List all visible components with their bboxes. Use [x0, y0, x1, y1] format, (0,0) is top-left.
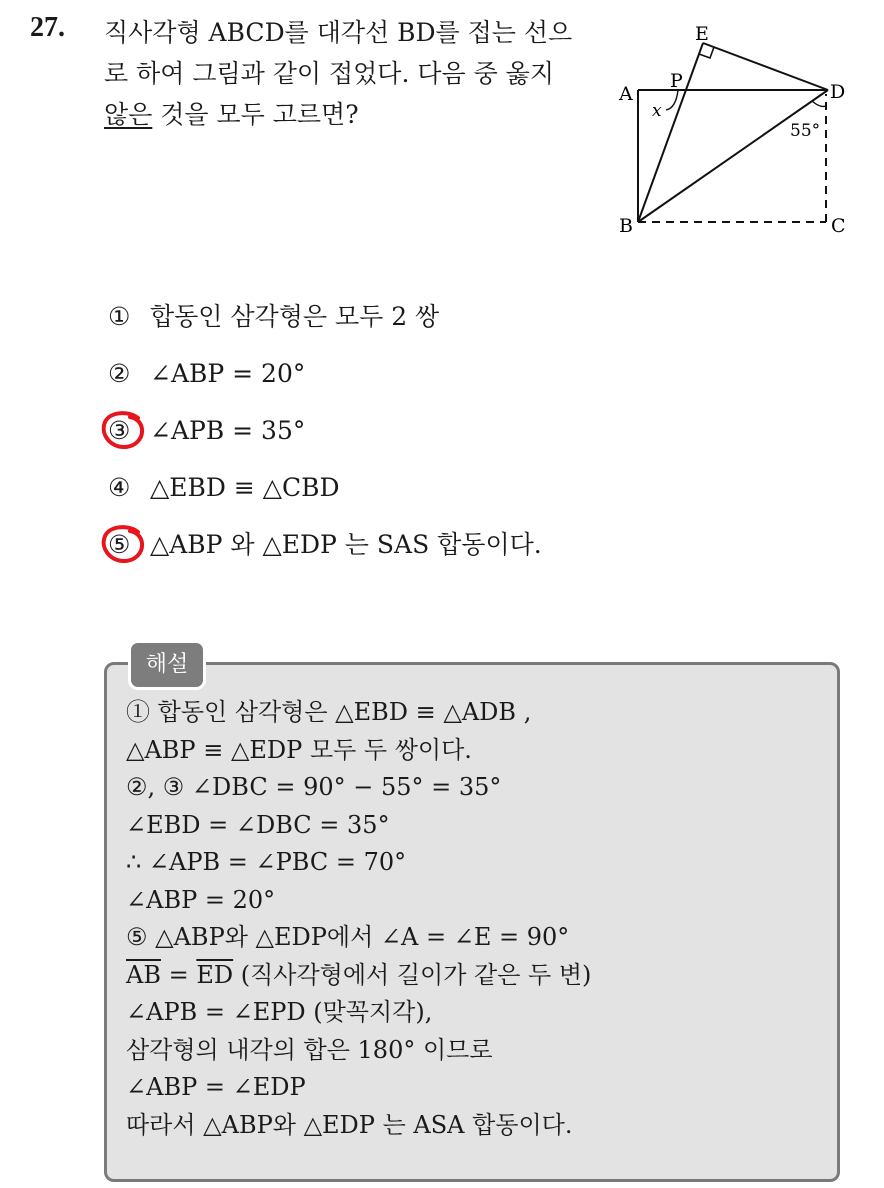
label-d: D [830, 81, 846, 103]
label-b: B [619, 215, 633, 237]
segment-ed: $\overline{ED}$ [196, 960, 234, 989]
edge-ed [703, 43, 828, 90]
question-line-2: 로 하여 그림과 같이 접었다. 다음 중 옳지 [104, 59, 554, 88]
solution-line-6: ∠ABP = 20° [126, 885, 276, 914]
folded-rectangle-figure [600, 10, 870, 240]
choice-number: ② [108, 359, 131, 388]
angle-arc-x [666, 90, 678, 110]
choice-text: ∠ABP = 20° [150, 359, 306, 388]
equals-sign: = [160, 960, 197, 989]
underlined-not: 않은 [104, 100, 153, 129]
label-p: P [670, 70, 683, 92]
question-line-3 [104, 94, 594, 135]
choice-text: △EBD ≡ △CBD [150, 473, 340, 502]
solution-line-7: ⑤ △ABP와 △EDP에서 ∠A = ∠E = 90° [126, 923, 570, 951]
solution-text [126, 694, 591, 1144]
answer-choices [108, 292, 542, 577]
choice-text: ∠APB = 35° [150, 416, 306, 445]
solution-tag: 해설 [128, 640, 206, 690]
solution-line-4: ∠EBD = ∠DBC = 35° [126, 810, 390, 839]
choice-text: 합동인 삼각형은 모두 2 쌍 [150, 302, 440, 331]
solution-line-8-rest: (직사각형에서 길이가 같은 두 변) [233, 960, 592, 989]
label-c: C [831, 215, 846, 237]
solution-line-9: ∠APB = ∠EPD (맞꼭지각), [126, 998, 433, 1026]
question-line-1: 직사각형 ABCD를 대각선 BD를 접는 선으 [104, 18, 573, 47]
question-text [104, 12, 594, 135]
solution-line-11: ∠ABP = ∠EDP [126, 1073, 306, 1101]
label-x: x [652, 101, 662, 121]
solution-line-8 [126, 957, 591, 995]
question-number: 27. [30, 12, 65, 43]
choice-2[interactable] [108, 349, 542, 406]
choice-number: ④ [108, 473, 131, 502]
choice-number: ⑤ [108, 530, 131, 559]
red-circle-mark [100, 410, 146, 452]
choice-number: ③ [108, 416, 131, 445]
choice-number: ① [108, 302, 131, 331]
question-line-3-rest: 것을 모두 고르면? [152, 100, 359, 129]
choice-5[interactable] [108, 520, 542, 577]
angle-arc-55 [812, 101, 826, 106]
solution-line-5: ∴ ∠APB = ∠PBC = 70° [126, 848, 407, 876]
solution-line-2: △ABP ≡ △EDP 모두 두 쌍이다. [126, 735, 472, 764]
choice-1[interactable] [108, 292, 542, 349]
label-a: A [619, 83, 633, 105]
solution-line-12: 따라서 △ABP와 △EDP 는 ASA 합동이다. [126, 1110, 573, 1139]
solution-line-10: 삼각형의 내각의 합은 180° 이므로 [126, 1035, 493, 1064]
red-circle-mark [100, 524, 146, 566]
choice-4[interactable] [108, 463, 542, 520]
choice-3[interactable] [108, 406, 542, 463]
label-e: E [695, 23, 709, 45]
solution-line-1: ① 합동인 삼각형은 △EBD ≡ △ADB , [126, 698, 532, 726]
label-55: 55° [790, 121, 821, 141]
segment-ab: $\overline{AB}$ [126, 960, 161, 989]
choice-text: △ABP 와 △EDP 는 SAS 합동이다. [150, 530, 542, 559]
solution-line-3: ②, ③ ∠DBC = 90° − 55° = 35° [126, 773, 502, 801]
